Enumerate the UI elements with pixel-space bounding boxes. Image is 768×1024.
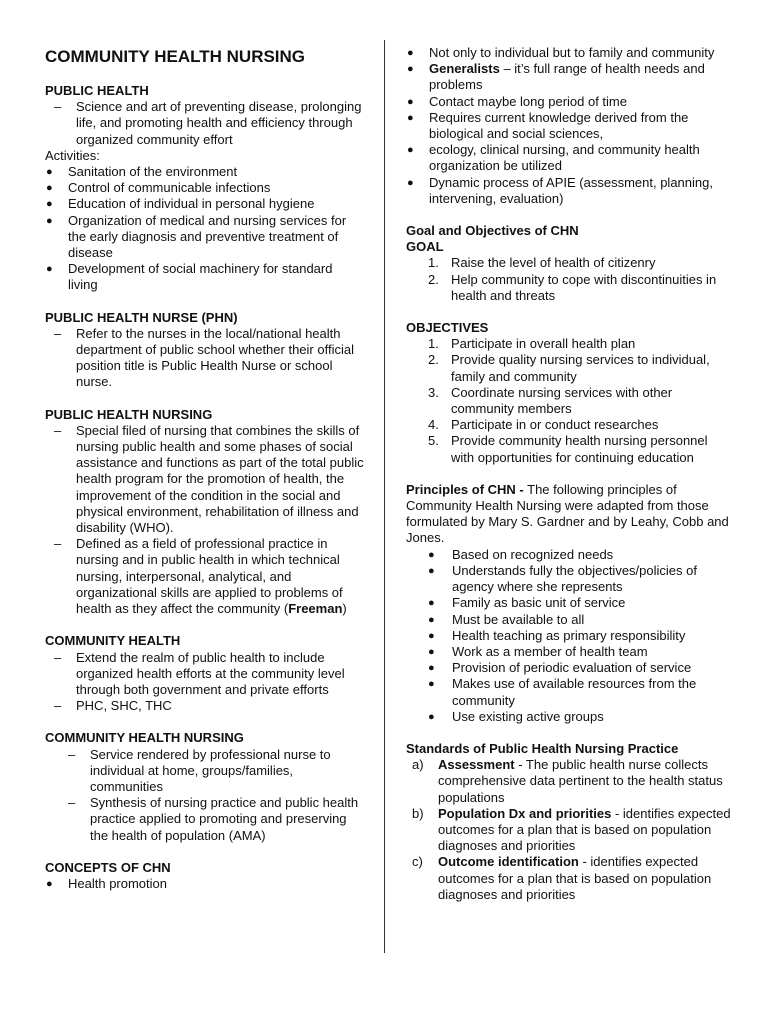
list-item: ● Understands fully the objectives/policies of agency where she represents [428, 562, 697, 595]
heading-goal-objectives: Goal and Objectives of CHN [406, 223, 579, 239]
list-item: ● ecology, clinical nursing, and community health organization be utilized [407, 142, 700, 174]
list-item: ● Health teaching as primary responsibility [428, 627, 686, 643]
list-item: b) Population Dx and priorities - identifies expected outcomes for a plan that is based on population diagnoses and priorities [412, 805, 731, 854]
page-title: COMMUNITY HEALTH NURSING [45, 47, 306, 66]
heading-community-health: COMMUNITY HEALTH [45, 633, 181, 649]
phn-list [45, 326, 365, 391]
list-item: c) Outcome identification - identifies expected outcomes for a plan that is based on population diagnoses and priorities [412, 854, 712, 902]
heading-principles: Principles of CHN - [406, 481, 524, 497]
list-item: – Special filed of nursing that combines the skills of nursing public health and some phases of social assistance and functions as part of the total public health program for the promotion of health, the improvement of the condition in the social and physical environment, rehabilitation of illness and disability (WHO). [54, 422, 364, 536]
right-column [406, 45, 731, 903]
list-item: ● Generalists – it’s full range of health needs and problems [407, 61, 705, 93]
objectives-list [406, 336, 731, 466]
activities-list [45, 164, 365, 294]
list-item: 1. Participate in overall health plan [428, 336, 636, 352]
list-item: – Extend the realm of public health to include organized health efforts at the community level through both government and private efforts [54, 649, 345, 697]
public-health-nursing-list [45, 423, 365, 617]
heading-public-health: PUBLIC HEALTH [45, 83, 149, 98]
freeman-citation: Freeman [288, 601, 343, 617]
concepts-list-continued [406, 45, 731, 207]
list-item: 5. Provide community health nursing personnel with opportunities for continuing education [428, 433, 708, 465]
heading-phn: PUBLIC HEALTH NURSE (PHN) [45, 309, 238, 325]
heading-objectives: OBJECTIVES [406, 320, 489, 336]
public-health-definition-list [45, 99, 365, 148]
list-item: – PHC, SHC, THC [54, 698, 172, 714]
list-item: ● Requires current knowledge derived from the biological and social sciences, [407, 109, 689, 142]
list-item: 1. Raise the level of health of citizenry [428, 255, 656, 271]
heading-standards: Standards of Public Health Nursing Practice [406, 740, 679, 756]
list-item: – Refer to the nurses in the local/national health department of public school whether their official position title is Public Health Nurse or school nurse. [54, 325, 354, 390]
list-item: – Service rendered by professional nurse to individual at home, groups/families, communities [68, 746, 331, 794]
principles-list [406, 547, 731, 725]
list-item: 4. Participate in or conduct researches [428, 417, 659, 433]
list-item: – Defined as a field of professional practice in nursing and in public health in which technical nursing, interpersonal, analytical, and organizational skills are applied to problems of health as they affect the community (Freeman) [54, 536, 347, 617]
heading-concepts: CONCEPTS OF CHN [45, 859, 171, 875]
list-item: ● Sanitation of the environment [46, 164, 238, 180]
column-divider [384, 40, 385, 953]
standards-list [406, 757, 731, 903]
community-health-list [45, 650, 365, 715]
chn-list [45, 747, 365, 844]
list-item: ● Not only to individual but to family and community [407, 45, 715, 60]
list-item: ● Makes use of available resources from the community [428, 676, 697, 708]
list-item: ● Family as basic unit of service [428, 595, 626, 611]
list-item: a) Assessment - The public health nurse collects comprehensive data pertinent to the health status populations [412, 757, 723, 805]
list-item: 2. Provide quality nursing services to individual, family and community [428, 352, 710, 384]
concepts-list-start [45, 876, 365, 892]
heading-community-health-nursing: COMMUNITY HEALTH NURSING [45, 730, 244, 746]
activities-label: Activities: [45, 147, 100, 163]
list-item: ● Control of communicable infections [46, 180, 271, 196]
list-item: ● Education of individual in personal hygiene [46, 196, 315, 212]
heading-goal: GOAL [406, 239, 444, 255]
left-column [45, 44, 365, 892]
goal-list [406, 255, 731, 304]
list-item: – Science and art of preventing disease, prolonging life, and promoting health and efficiency through organized community effort [54, 99, 362, 147]
list-item: ● Organization of medical and nursing services for the early diagnosis and preventive treatment of disease [46, 212, 347, 261]
list-item: ● Must be available to all [428, 611, 585, 627]
list-item: ● Use existing active groups [428, 708, 604, 724]
list-item: 2. Help community to cope with discontinuities in health and threats [428, 271, 717, 303]
list-item: ● Dynamic process of APIE (assessment, planning, intervening, evaluation) [407, 174, 713, 206]
principles-intro: Principles of CHN - The following principles of Community Health Nursing were adapted from those formulated by Mary S. Gardner and by Leahy, Cobb and Jones. [406, 481, 729, 546]
list-item: ● Development of social machinery for standard living [46, 261, 333, 293]
list-item: ● Based on recognized needs [428, 546, 614, 562]
heading-public-health-nursing: PUBLIC HEALTH NURSING [45, 406, 213, 422]
list-item: ● Contact maybe long period of time [407, 93, 627, 109]
list-item: ● Work as a member of health team [428, 643, 648, 659]
list-item: ● Provision of periodic evaluation of service [428, 660, 692, 676]
list-item: – Synthesis of nursing practice and public health practice applied to promoting and preserving the health of population (AMA) [68, 795, 359, 843]
list-item: ● Health promotion [46, 875, 167, 891]
list-item: 3. Coordinate nursing services with other community members [428, 384, 673, 417]
